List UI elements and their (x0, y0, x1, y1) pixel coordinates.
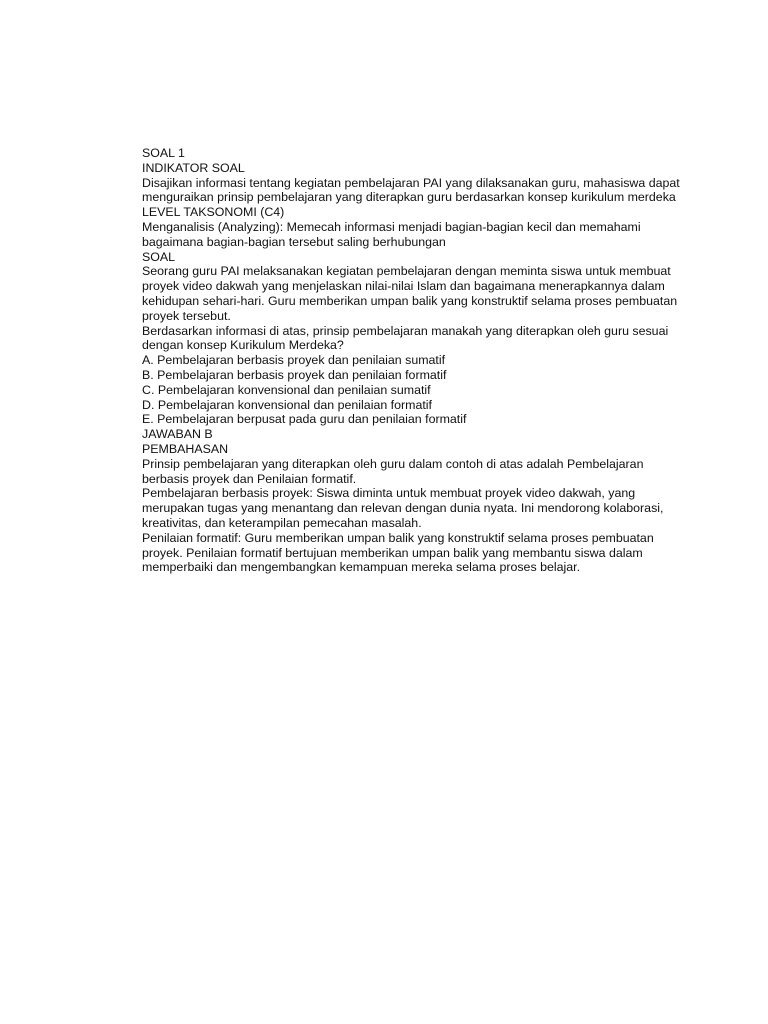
question-number: SOAL 1 (142, 146, 185, 160)
option-c: C. Pembelajaran konvensional dan penilaian sumatif (142, 382, 431, 397)
option-a: A. Pembelajaran berbasis proyek dan penilaian sumatif (142, 353, 446, 368)
answer-key: JAWABAN B (142, 427, 213, 442)
soal-heading: SOAL (142, 249, 176, 264)
indikator-heading: INDIKATOR SOAL (142, 160, 245, 175)
question-text: Berdasarkan informasi di atas, prinsip pembelajaran manakah yang diterapkan oleh guru sesuai dengan konsep Kurikulum Merdeka? (142, 323, 672, 353)
pembahasan-heading: PEMBAHASAN (142, 441, 229, 456)
document-body (142, 146, 682, 575)
pembahasan-paragraph-1: Prinsip pembelajaran yang diterapkan oleh guru dalam contoh di atas adalah Pembelajaran berbasis proyek dan Penilaian formatif. (142, 456, 647, 486)
indikator-text: Disajikan informasi tentang kegiatan pembelajaran PAI yang dilaksanakan guru, mahasiswa dapat menguraikan prinsip pembelajaran yang diterapkan guru berdasarkan konsep kurikulum merdeka (142, 175, 684, 205)
level-heading: LEVEL TAKSONOMI (C4) (142, 205, 285, 220)
option-d: D. Pembelajaran konvensional dan penilaian formatif (142, 397, 432, 412)
option-b: B. Pembelajaran berbasis proyek dan penilaian formatif (142, 367, 447, 382)
option-e: E. Pembelajaran berpusat pada guru dan penilaian formatif (142, 412, 467, 427)
pembahasan-paragraph-3: Penilaian formatif: Guru memberikan umpan balik yang konstruktif selama proses pembuatan proyek. Penilaian formatif bertujuan memberikan umpan balik yang membantu siswa dalam memperbaiki dan mengembangkan kemampuan mereka selama proses belajar. (142, 530, 658, 575)
level-text: Menganalisis (Analyzing): Memecah informasi menjadi bagian-bagian kecil dan memahami bagaimana bagian-bagian tersebut saling berhubungan (142, 219, 645, 249)
pembahasan-paragraph-2: Pembelajaran berbasis proyek: Siswa diminta untuk membuat proyek video dakwah, yang merupakan tugas yang menantang dan relevan dengan dunia nyata. Ini mendorong kolaborasi, kreativitas, dan keterampilan pemecahan masalah. (142, 486, 667, 530)
soal-text: Seorang guru PAI melaksanakan kegiatan pembelajaran dengan meminta siswa untuk membuat proyek video dakwah yang menjelaskan nilai-nilai Islam dan bagaimana menerapkannya dalam kehidupan sehari-hari. Guru memberikan umpan balik yang konstruktif selama proses pembuatan proyek tersebut. (142, 264, 681, 323)
